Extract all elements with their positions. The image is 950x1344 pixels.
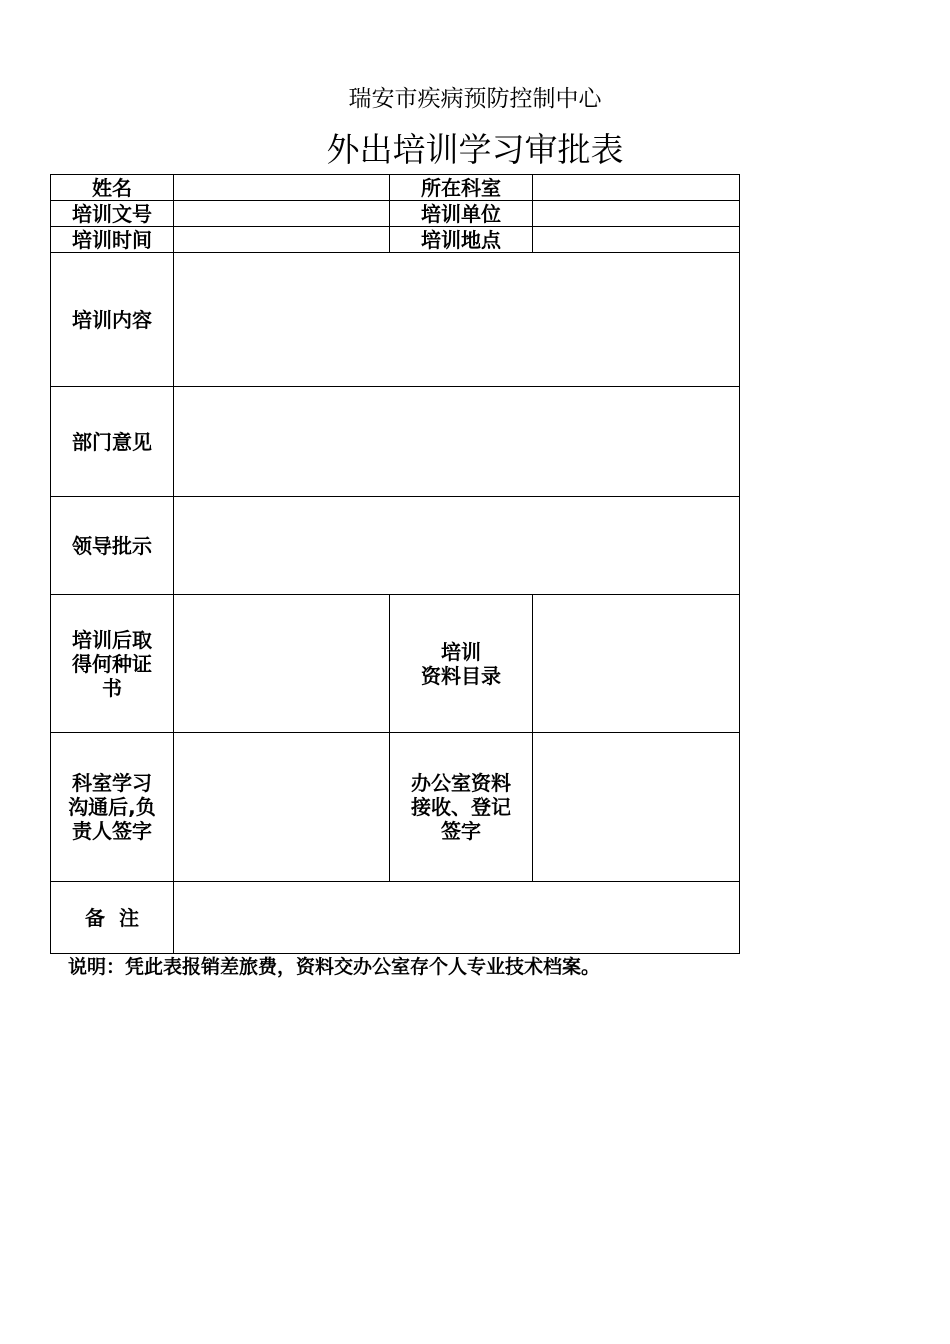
name-label: 姓名 <box>51 175 174 201</box>
certificate-label: 培训后取 得何种证 书 <box>72 627 152 700</box>
remarks-field[interactable] <box>174 882 740 954</box>
leader-approval-field[interactable] <box>174 497 740 595</box>
training-content-field[interactable] <box>174 253 740 387</box>
training-content-label: 培训内容 <box>51 253 174 387</box>
materials-catalog-label: 培训 资料目录 <box>421 639 501 688</box>
form-row-remarks <box>51 882 740 954</box>
supervisor-signature-field[interactable] <box>174 733 390 882</box>
remarks-label-cell <box>51 882 174 954</box>
training-location-field[interactable] <box>533 227 740 253</box>
document-no-label: 培训文号 <box>51 201 174 227</box>
form-title: 外出培训学习审批表 <box>326 130 624 169</box>
form-row-training-time <box>51 227 740 253</box>
form-row-department-opinion <box>51 387 740 497</box>
training-location-label: 培训地点 <box>390 227 533 253</box>
approval-form-table <box>50 174 740 954</box>
name-field[interactable] <box>174 175 390 201</box>
office-receipt-label-cell <box>390 733 533 882</box>
department-label: 所在科室 <box>390 175 533 201</box>
form-row-leader-approval <box>51 497 740 595</box>
materials-catalog-field[interactable] <box>533 595 740 733</box>
department-opinion-field[interactable] <box>174 387 740 497</box>
office-receipt-label: 办公室资料 接收、登记 签字 <box>411 771 511 843</box>
office-receipt-field[interactable] <box>533 733 740 882</box>
training-time-label: 培训时间 <box>51 227 174 253</box>
document-no-field[interactable] <box>174 201 390 227</box>
department-field[interactable] <box>533 175 740 201</box>
training-unit-label: 培训单位 <box>390 201 533 227</box>
form-row-document-no <box>51 201 740 227</box>
leader-approval-label: 领导批示 <box>51 497 174 595</box>
training-unit-field[interactable] <box>533 201 740 227</box>
form-row-signatures <box>51 733 740 882</box>
form-row-certificate <box>51 595 740 733</box>
certificate-label-cell <box>51 595 174 733</box>
department-opinion-label: 部门意见 <box>51 387 174 497</box>
supervisor-signature-label: 科室学习 沟通后,负 责人签字 <box>68 771 156 843</box>
certificate-field[interactable] <box>174 595 390 733</box>
form-row-training-content <box>51 253 740 387</box>
organization-name: 瑞安市疾病预防控制中心 <box>348 86 602 112</box>
remarks-label: 备 注 <box>85 905 139 930</box>
form-row-name <box>51 175 740 201</box>
supervisor-signature-label-cell <box>51 733 174 882</box>
training-time-field[interactable] <box>174 227 390 253</box>
materials-catalog-label-cell <box>390 595 533 733</box>
form-footnote: 说明：凭此表报销差旅费，资料交办公室存个人专业技术档案。 <box>68 956 601 978</box>
